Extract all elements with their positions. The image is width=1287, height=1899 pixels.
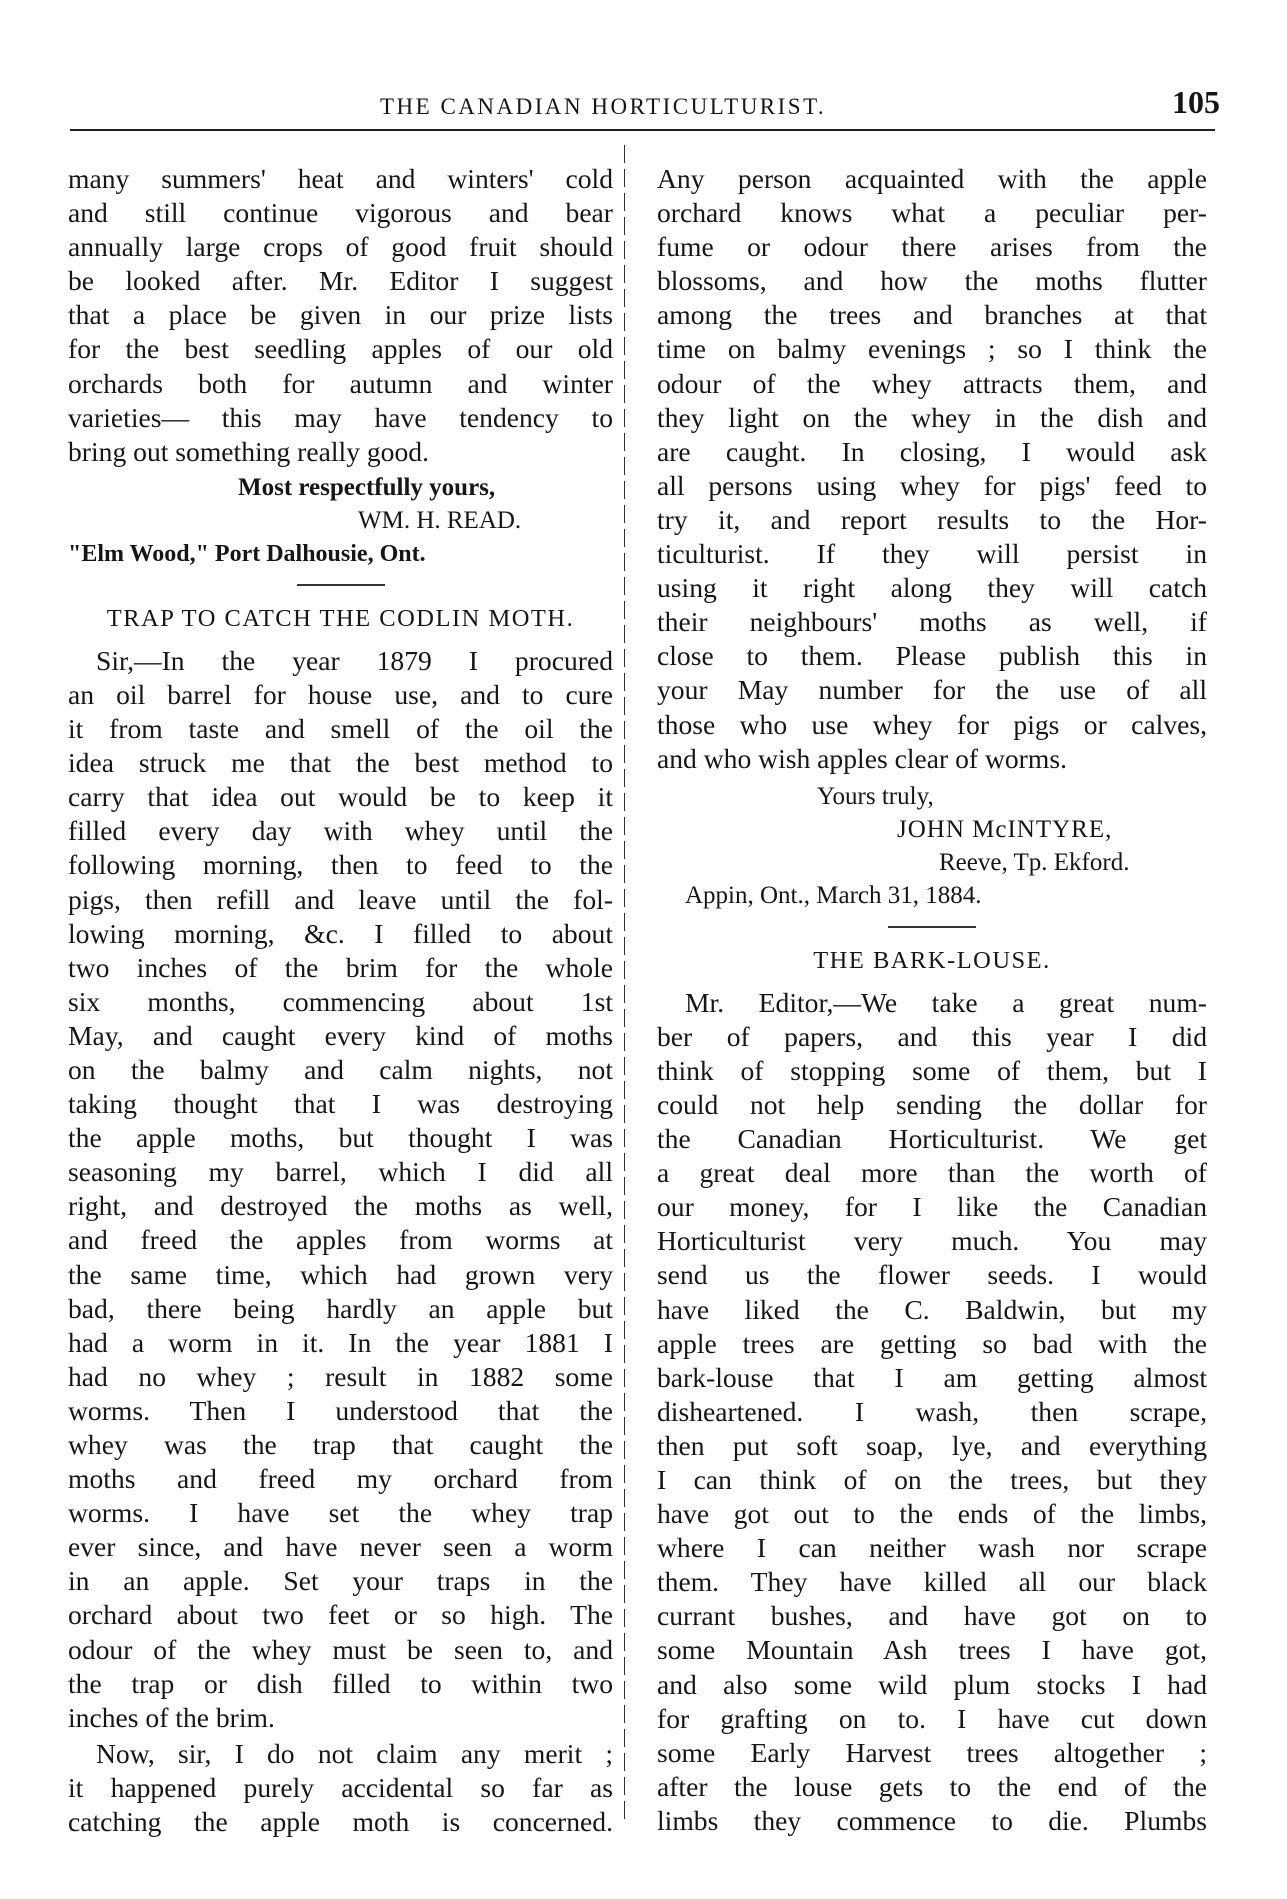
- text-line: a great deal more than the worth of: [657, 1157, 1207, 1189]
- text-line: odour of the whey must be seen to, and: [68, 1633, 613, 1665]
- text-line: carry that idea out would be to keep it: [68, 781, 613, 813]
- text-line: following morning, then to feed to the: [68, 849, 613, 881]
- text-line: then put soft soap, lye, and everything: [657, 1429, 1207, 1461]
- text-line: lowing morning, &c. I filled to about: [68, 917, 613, 949]
- paragraph-no-merit: [68, 1737, 613, 1839]
- text-line: that a place be given in our prize lists: [68, 299, 613, 331]
- text-line: have liked the C. Baldwin, but my: [657, 1293, 1207, 1325]
- text-line: ever since, and have never seen a worm: [68, 1531, 613, 1563]
- text-line: after the louse gets to the end of the: [657, 1770, 1207, 1802]
- text-line: and also some wild plum stocks I had: [657, 1668, 1207, 1700]
- text-line: those who use whey for pigs or calves,: [657, 708, 1207, 740]
- text-line: it happened purely accidental so far as: [68, 1771, 613, 1803]
- text-line: bring out something really good.: [68, 435, 429, 467]
- text-line: where I can neither wash nor scrape: [657, 1532, 1207, 1564]
- paragraph-moth-odour: [657, 162, 1207, 776]
- text-line: ber of papers, and this year I did: [657, 1020, 1207, 1052]
- section-separator: [297, 584, 385, 586]
- signature-mcintyre: [657, 780, 1207, 912]
- signature-name: JOHN McINTYRE,: [897, 815, 1113, 843]
- paragraph-seedling-apples: [68, 162, 613, 469]
- text-line: Now, sir, I do not claim any merit ;: [96, 1737, 613, 1769]
- text-line: among the trees and branches at that: [657, 299, 1207, 331]
- text-line: pigs, then refill and leave until the fol-: [68, 883, 613, 915]
- text-line: be looked after. Mr. Editor I suggest: [68, 265, 613, 297]
- text-line: our money, for I like the Canadian: [657, 1191, 1207, 1223]
- text-line: some Mountain Ash trees I have got,: [657, 1634, 1207, 1666]
- text-line: their neighbours' moths as well, if: [657, 606, 1207, 638]
- text-line: six months, commencing about 1st: [68, 985, 613, 1017]
- text-line: limbs they commence to die. Plumbs: [657, 1804, 1207, 1836]
- text-line: had a worm in it. In the year 1881 I: [68, 1326, 613, 1358]
- paragraph-codlin-moth: [68, 644, 613, 1735]
- running-header: [70, 84, 1220, 128]
- text-line: filled every day with whey until the: [68, 815, 613, 847]
- text-line: for the best seedling apples of our old: [68, 333, 613, 365]
- text-line: bad, there being hardly an apple but: [68, 1292, 613, 1324]
- text-line: bark-louse that I am getting almost: [657, 1361, 1207, 1393]
- signature-place-date: Appin, Ont., March 31, 1884.: [685, 881, 982, 909]
- text-line: send us the flower seeds. I would: [657, 1259, 1207, 1291]
- left-column: [68, 162, 613, 1839]
- header-rule: [70, 129, 1215, 131]
- text-line: on the balmy and calm nights, not: [68, 1053, 613, 1085]
- text-line: your May number for the use of all: [657, 674, 1207, 706]
- text-line: time on balmy evenings ; so I think the: [657, 333, 1207, 365]
- text-line: had no whey ; result in 1882 some: [68, 1360, 613, 1392]
- paragraph-bark-louse: [657, 986, 1207, 1838]
- article-heading-bark-louse: THE BARK-LOUSE.: [813, 946, 1051, 974]
- text-line: them. They have killed all our black: [657, 1566, 1207, 1598]
- text-line: and who wish apples clear of worms.: [657, 742, 1067, 774]
- text-line: close to them. Please publish this in: [657, 640, 1207, 672]
- text-line: and freed the apples from worms at: [68, 1224, 613, 1256]
- text-line: are caught. In closing, I would ask: [657, 435, 1207, 467]
- signature-closing: Most respectfully yours,: [238, 473, 496, 501]
- text-line: some Early Harvest trees altogether ;: [657, 1736, 1207, 1768]
- text-line: right, and destroyed the moths as well,: [68, 1190, 613, 1222]
- text-line: Mr. Editor,—We take a great num-: [685, 986, 1207, 1018]
- text-line: taking thought that I was destroying: [68, 1088, 613, 1120]
- text-line: inches of the brim.: [68, 1701, 275, 1733]
- text-line: blossoms, and how the moths flutter: [657, 265, 1207, 297]
- page-number: 105: [1172, 84, 1220, 120]
- text-line: fume or odour there arises from the: [657, 231, 1207, 263]
- journal-title: THE CANADIAN HORTICULTURIST.: [380, 94, 827, 119]
- text-line: ticulturist. If they will persist in: [657, 538, 1207, 570]
- text-line: worms. I have set the whey trap: [68, 1497, 613, 1529]
- text-line: for grafting on to. I have cut down: [657, 1702, 1207, 1734]
- text-line: varieties— this may have tendency to: [68, 401, 613, 433]
- text-line: seasoning my barrel, which I did all: [68, 1156, 613, 1188]
- text-line: think of stopping some of them, but I: [657, 1054, 1207, 1086]
- text-line: May, and caught every kind of moths: [68, 1019, 613, 1051]
- text-line: catching the apple moth is concerned.: [68, 1806, 613, 1838]
- text-line: all persons using whey for pigs' feed to: [657, 469, 1207, 501]
- text-line: the Canadian Horticulturist. We get: [657, 1123, 1207, 1155]
- text-line: the apple moths, but thought I was: [68, 1122, 613, 1154]
- text-line: whey was the trap that caught the: [68, 1429, 613, 1460]
- signature-address: "Elm Wood," Port Dalhousie, Ont.: [68, 540, 426, 567]
- text-line: currant bushes, and have got on to: [657, 1600, 1207, 1632]
- text-line: idea struck me that the best method to: [68, 747, 613, 779]
- text-line: Horticulturist very much. You may: [657, 1225, 1207, 1257]
- text-line: two inches of the brim for the whole: [68, 951, 613, 983]
- article-heading-codlin-moth: TRAP TO CATCH THE CODLIN MOTH.: [106, 604, 575, 632]
- text-line: many summers' heat and winters' cold: [68, 163, 613, 194]
- text-line: it from taste and smell of the oil the: [68, 713, 613, 745]
- text-line: disheartened. I wash, then scrape,: [657, 1395, 1207, 1427]
- text-line: using it right along they will catch: [657, 572, 1207, 604]
- text-line: orchard knows what a peculiar per-: [657, 197, 1207, 229]
- signature-name: WM. H. READ.: [358, 506, 522, 534]
- signature-read: [68, 471, 613, 570]
- right-column: [657, 162, 1207, 1838]
- text-line: in an apple. Set your traps in the: [68, 1565, 613, 1597]
- text-line: try it, and report results to the Hor-: [657, 503, 1207, 535]
- text-line: odour of the whey attracts them, and: [657, 367, 1207, 399]
- text-line: the trap or dish filled to within two: [68, 1667, 613, 1699]
- text-line: orchards both for autumn and winter: [68, 367, 613, 399]
- text-line: Any person acquainted with the apple: [657, 163, 1207, 194]
- signature-closing: Yours truly,: [817, 782, 934, 810]
- text-line: have got out to the ends of the limbs,: [657, 1498, 1207, 1530]
- text-line: I can think of on the trees, but they: [657, 1464, 1207, 1495]
- text-line: they light on the whey in the dish and: [657, 401, 1207, 433]
- text-line: an oil barrel for house use, and to cure: [68, 678, 613, 710]
- text-line: apple trees are getting so bad with the: [657, 1327, 1207, 1359]
- section-separator: [888, 926, 976, 928]
- column-divider: [624, 145, 625, 1825]
- text-line: could not help sending the dollar for: [657, 1088, 1207, 1120]
- text-line: orchard about two feet or so high. The: [68, 1599, 613, 1631]
- text-line: worms. Then I understood that the: [68, 1394, 613, 1426]
- text-line: annually large crops of good fruit should: [68, 231, 613, 263]
- text-line: Sir,—In the year 1879 I procured: [96, 644, 613, 676]
- text-line: moths and freed my orchard from: [68, 1463, 613, 1495]
- signature-title: Reeve, Tp. Ekford.: [939, 848, 1130, 876]
- text-line: and still continue vigorous and bear: [68, 197, 613, 229]
- text-line: the same time, which had grown very: [68, 1258, 613, 1290]
